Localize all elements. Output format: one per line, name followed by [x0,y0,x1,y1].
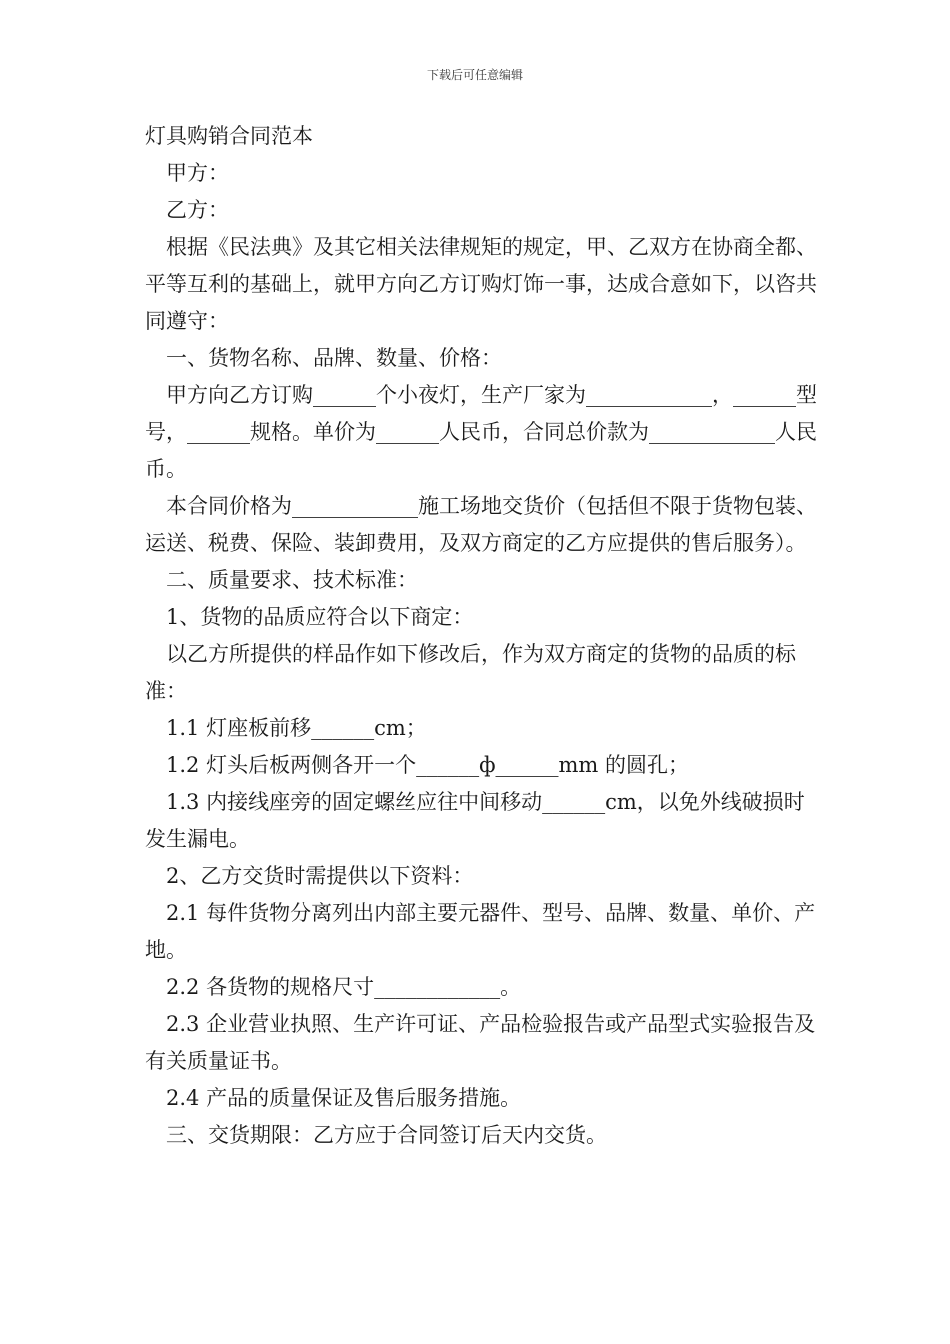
clause-1-1: 1.1 灯座板前移______cm； [166,716,427,740]
section-heading-quality: 二、质量要求、技术标准： [166,568,418,592]
clause-1-2: 1.2 灯头后板两侧各开一个______ф______mm 的圆孔； [166,753,690,777]
paragraph-order-details: 甲方向乙方订购______个小夜灯，生产厂家为____________，______型号，______规格。单价为______人民币，合同总价款为____________人民币。 [145,383,817,481]
paragraph-preamble: 根据《民法典》及其它相关法律规矩的规定，甲、乙双方在协商全都、平等互利的基础上，就甲方向乙方订购灯饰一事，达成合意如下，以咨共同遵守： [145,235,817,333]
clause-2-documents: 2、乙方交货时需提供以下资料： [166,864,474,888]
clause-2-2: 2.2 各货物的规格尺寸____________。 [166,975,522,999]
clause-2-4: 2.4 产品的质量保证及售后服务措施。 [166,1086,522,1110]
paragraph-party-b: 乙方： [166,198,229,222]
clause-2-1: 2.1 每件货物分离列出内部主要元器件、型号、品牌、数量、单价、产地。 [145,901,816,962]
contract-document [145,118,825,1154]
paragraph-party-a: 甲方： [166,161,229,185]
document-title: 灯具购销合同范本 [145,124,313,148]
paragraph-price-terms: 本合同价格为____________施工场地交货价（包括但不限于货物包装、运送、税费、保险、装卸费用，及双方商定的乙方应提供的售后服务）。 [145,494,817,555]
paragraph-quality-standard: 以乙方所提供的样品作如下修改后，作为双方商定的货物的品质的标准： [145,642,796,703]
clause-2-3: 2.3 企业营业执照、生产许可证、产品检验报告或产品型式实验报告及有关质量证书。 [145,1012,816,1073]
clause-1-3: 1.3 内接线座旁的固定螺丝应往中间移动______cm，以免外线破损时发生漏电。 [145,790,805,851]
clause-1-quality: 1、货物的品质应符合以下商定： [166,605,474,629]
section-heading-goods: 一、货物名称、品牌、数量、价格： [166,346,502,370]
page-header-note: 下载后可任意编辑 [426,68,523,82]
section-heading-delivery: 三、交货期限：乙方应于合同签订后天内交货。 [166,1123,607,1147]
